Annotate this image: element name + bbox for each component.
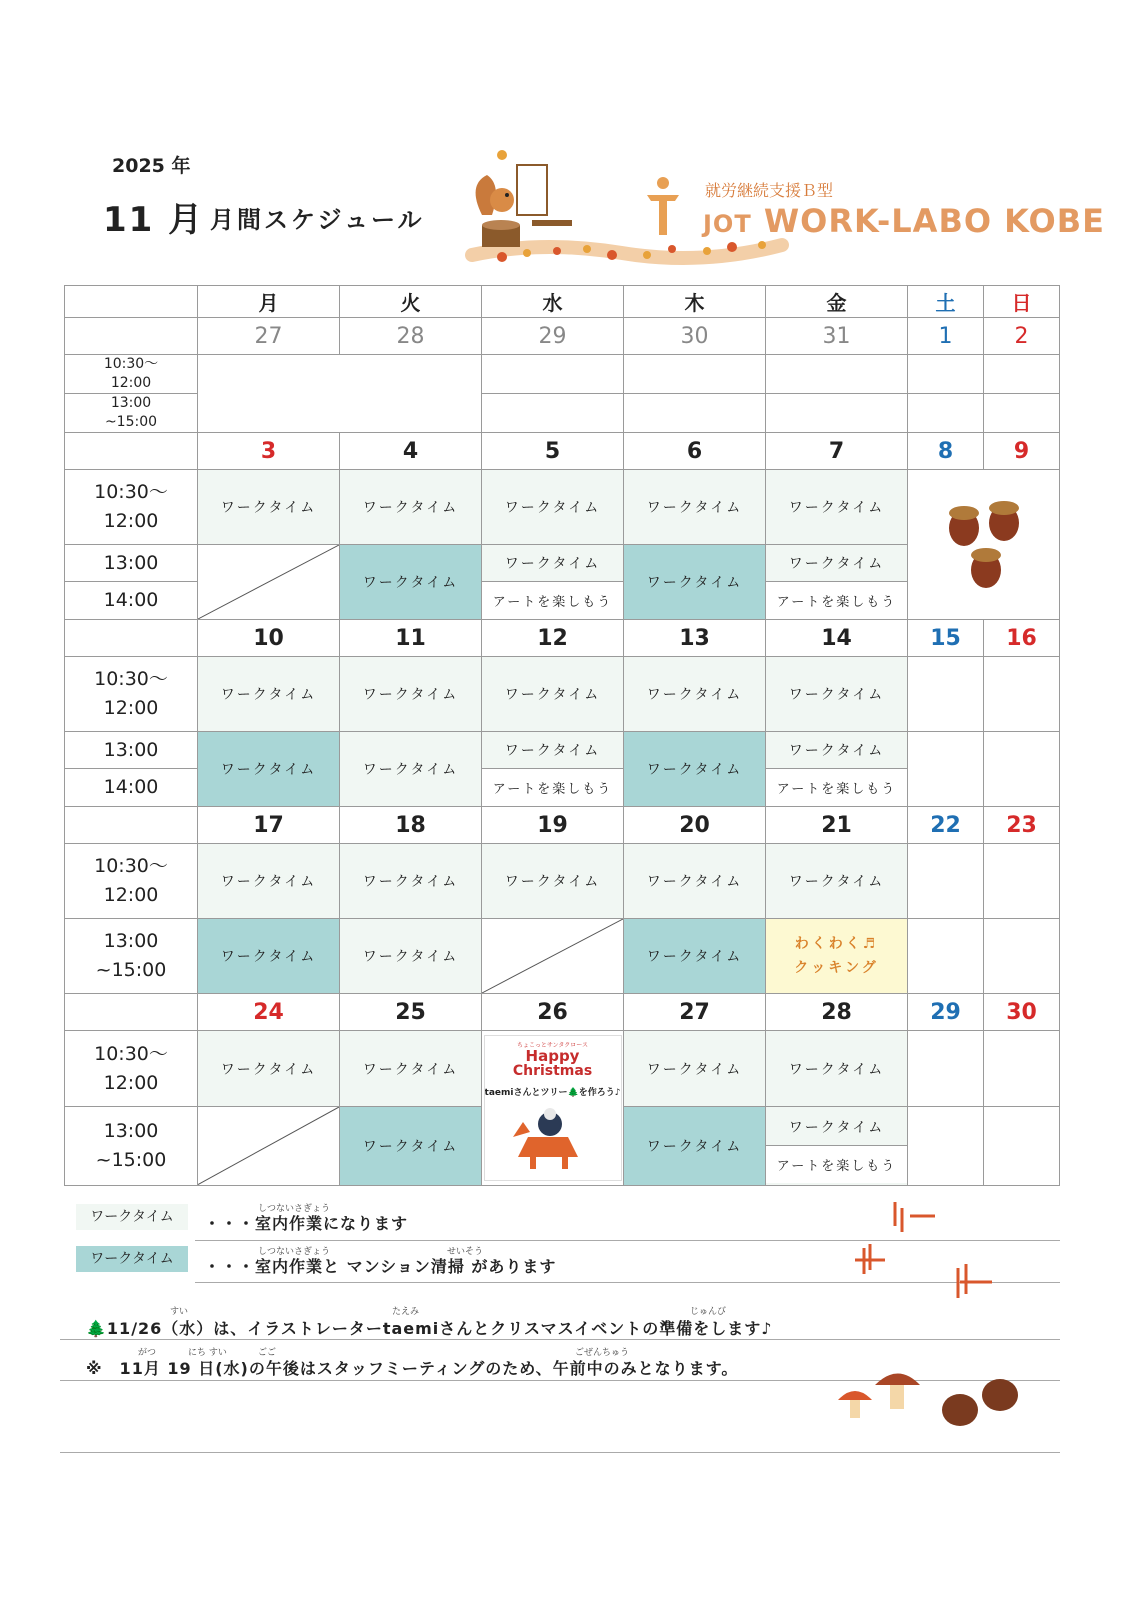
ruby-text: すい (170, 1307, 189, 1317)
date-cell: 30 (984, 994, 1060, 1031)
date-cell: 29 (908, 994, 984, 1031)
weekday-header-row (65, 286, 1060, 318)
worktime-cell: ワークタイム (624, 844, 766, 919)
week4-am-row (65, 1031, 1060, 1107)
date-cell: 7 (766, 433, 908, 470)
worktime-cell: ワークタイム (766, 470, 908, 545)
worktime-cleaning-cell: ワークタイム (624, 1107, 766, 1186)
weekday-sat: 土 (908, 286, 984, 318)
time-label: 13:00 ~15:00 (65, 394, 198, 433)
meeting-note: ※ 11月 19 日(水)の午後はスタッフミーティングのため、午前中のみとなります。 (86, 1359, 739, 1378)
worktime-cleaning-cell: ワークタイム (198, 919, 340, 994)
no-activity-cell (482, 919, 624, 994)
date-cell: 21 (766, 807, 908, 844)
legend-light-desc: ・・・室内作業になります (204, 1214, 409, 1233)
legend-teal-desc: ・・・室内作業と マンション清掃 があります (204, 1257, 557, 1276)
week4-date-row (65, 994, 1060, 1031)
date-cell: 15 (908, 620, 984, 657)
worktime-art-cell: ワークタイム アートを楽しもう (482, 545, 624, 620)
page-title: 月間スケジュール (210, 206, 425, 234)
date-cell: 28 (766, 994, 908, 1031)
time-label: 10:30～ 12:00 (65, 657, 198, 732)
week3-pm-row (65, 919, 1060, 994)
ruby-text: ごぜんちゅう (575, 1348, 630, 1358)
date-cell: 16 (984, 620, 1060, 657)
worktime-cleaning-cell: ワークタイム (624, 732, 766, 807)
year-label: 2025 年 (112, 155, 191, 177)
date-cell: 28 (340, 318, 482, 355)
month-label: 11 月 (103, 200, 205, 240)
monthly-calendar (64, 285, 1060, 1186)
worktime-cell: ワークタイム (766, 657, 908, 732)
date-cell: 17 (198, 807, 340, 844)
worktime-cleaning-cell: ワークタイム (340, 545, 482, 620)
worktime-cell: ワークタイム (340, 1031, 482, 1107)
week0-date-row (65, 318, 1060, 355)
week3-date-row (65, 807, 1060, 844)
date-cell: 19 (482, 807, 624, 844)
time-label: 10:30～ 12:00 (65, 470, 198, 545)
no-activity-cell (198, 1107, 340, 1186)
time-label: 13:00 14:00 (65, 732, 198, 807)
corner-cell (65, 286, 198, 318)
date-cell: 1 (908, 318, 984, 355)
ruby-text: じゅんび (690, 1307, 727, 1317)
ruby-text: しつないさぎょう (258, 1247, 331, 1257)
worktime-cell: ワークタイム (624, 470, 766, 545)
christmas-event-cell (482, 1031, 624, 1186)
ruby-text: にち すい (188, 1348, 227, 1358)
logo-name: WORK-LABO KOBE (763, 202, 1105, 240)
worktime-cell: ワークタイム (624, 1031, 766, 1107)
worktime-art-cell: ワークタイム アートを楽しもう (766, 1107, 908, 1186)
time-label: 13:00 ~15:00 (65, 1107, 198, 1186)
week0-pm-row (65, 394, 1060, 433)
date-cell: 31 (766, 318, 908, 355)
ruby-text: しつないさぎょう (258, 1204, 331, 1214)
date-cell: 4 (340, 433, 482, 470)
worktime-cell: ワークタイム (340, 470, 482, 545)
dragonflies-illustration (840, 1188, 1000, 1313)
date-cell: 27 (198, 318, 340, 355)
worktime-cell: ワークタイム (198, 470, 340, 545)
acorn-cell (908, 470, 1060, 620)
week1-am-row (65, 470, 1060, 545)
worktime-cell: ワークタイム (482, 844, 624, 919)
ruby-text: せいそう (447, 1247, 484, 1257)
weekday-wed: 水 (482, 286, 624, 318)
date-cell: 24 (198, 994, 340, 1031)
worktime-cell: ワークタイム (340, 732, 482, 807)
worktime-cell: ワークタイム (482, 470, 624, 545)
worktime-cleaning-cell: ワークタイム (198, 732, 340, 807)
date-cell: 30 (624, 318, 766, 355)
worktime-cell: ワークタイム (198, 1031, 340, 1107)
worktime-cell: ワークタイム (340, 919, 482, 994)
date-cell: 14 (766, 620, 908, 657)
time-label: 10:30～ 12:00 (65, 844, 198, 919)
ruby-text: ごご (258, 1348, 277, 1358)
date-cell: 13 (624, 620, 766, 657)
worktime-cleaning-cell: ワークタイム (624, 545, 766, 620)
worktime-cell: ワークタイム (482, 657, 624, 732)
logo-text (703, 202, 1105, 240)
week2-pm-row (65, 732, 1060, 807)
legend-light-swatch: ワークタイム (76, 1204, 188, 1230)
date-cell: 23 (984, 807, 1060, 844)
worktime-cell: ワークタイム (766, 1031, 908, 1107)
christmas-card: ちょこっとサンタクロース Happy Christmas taemiさんとツリー🌲を作ろう♪ (484, 1035, 622, 1181)
ruby-text: たえみ (392, 1307, 420, 1317)
date-cell: 27 (624, 994, 766, 1031)
weekday-sun: 日 (984, 286, 1060, 318)
worktime-art-cell: ワークタイム アートを楽しもう (482, 732, 624, 807)
mushroom-chestnut-illustration (830, 1360, 1030, 1440)
date-cell: 2 (984, 318, 1060, 355)
weekday-thu: 木 (624, 286, 766, 318)
date-cell: 12 (482, 620, 624, 657)
time-label: 10:30～ 12:00 (65, 1031, 198, 1107)
date-cell: 26 (482, 994, 624, 1031)
worktime-cell: ワークタイム (340, 844, 482, 919)
worktime-cell: ワークタイム (198, 657, 340, 732)
no-activity-cell (198, 545, 340, 620)
date-cell: 8 (908, 433, 984, 470)
date-cell: 5 (482, 433, 624, 470)
time-label: 10:30～ 12:00 (65, 355, 198, 394)
weekday-fri: 金 (766, 286, 908, 318)
worktime-cleaning-cell: ワークタイム (624, 919, 766, 994)
time-label: 13:00 ~15:00 (65, 919, 198, 994)
date-cell: 6 (624, 433, 766, 470)
date-cell: 25 (340, 994, 482, 1031)
week0-am-row (65, 355, 1060, 394)
worktime-cell: ワークタイム (766, 844, 908, 919)
ruby-text: がつ (138, 1348, 157, 1358)
week1-date-row (65, 433, 1060, 470)
worktime-art-cell: ワークタイム アートを楽しもう (766, 732, 908, 807)
cooking-event-cell: わくわく♬ クッキング (766, 919, 908, 994)
date-cell: 9 (984, 433, 1060, 470)
weekday-mon: 月 (198, 286, 340, 318)
logo-subtitle: 就労継続支援Ｂ型 (705, 181, 834, 200)
logo-prefix: JOT (703, 210, 752, 238)
date-cell: 10 (198, 620, 340, 657)
weekday-tue: 火 (340, 286, 482, 318)
legend-teal-swatch: ワークタイム (76, 1246, 188, 1272)
worktime-art-cell: ワークタイム アートを楽しもう (766, 545, 908, 620)
christmas-note: 🌲11/26（水）は、イラストレーターtaemiさんとクリスマスイベントの準備をします♪ (86, 1319, 773, 1338)
week2-am-row (65, 657, 1060, 732)
week3-am-row (65, 844, 1060, 919)
acorns-illustration (934, 488, 1034, 598)
date-cell: 18 (340, 807, 482, 844)
date-cell: 29 (482, 318, 624, 355)
date-cell: 3 (198, 433, 340, 470)
date-cell: 20 (624, 807, 766, 844)
santa-horse-illustration (508, 1102, 598, 1172)
logo-person-icon (645, 175, 681, 237)
worktime-cleaning-cell: ワークタイム (340, 1107, 482, 1186)
worktime-cell: ワークタイム (340, 657, 482, 732)
date-cell: 22 (908, 807, 984, 844)
date-cell: 11 (340, 620, 482, 657)
time-label: 13:00 14:00 (65, 545, 198, 620)
worktime-cell: ワークタイム (198, 844, 340, 919)
week2-date-row (65, 620, 1060, 657)
worktime-cell: ワークタイム (624, 657, 766, 732)
